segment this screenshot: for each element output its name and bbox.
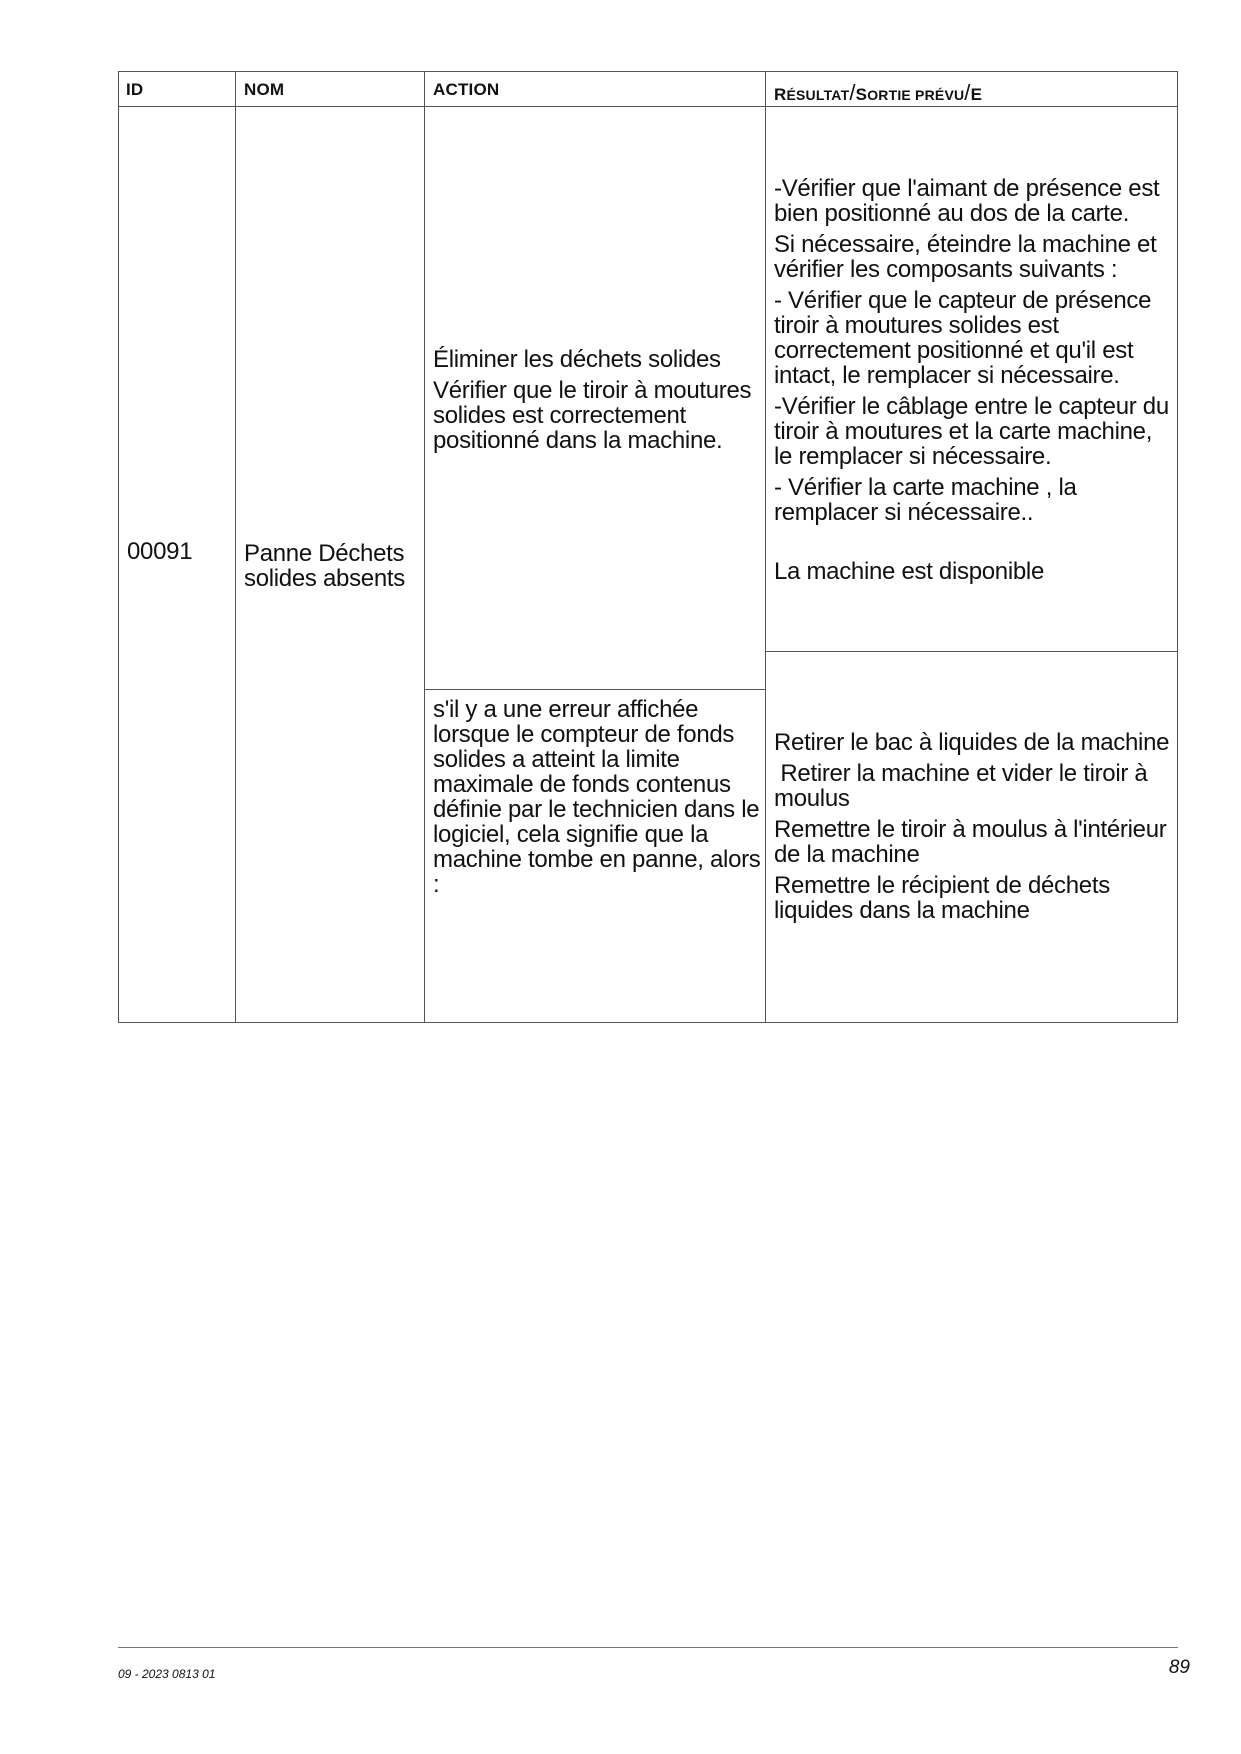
cell-action-1 bbox=[433, 347, 761, 459]
result-1-para-5: - Vérifier la carte machine , la remplacer si nécessaire.. bbox=[774, 474, 1077, 526]
action-1-para-1: Éliminer les déchets solides bbox=[433, 346, 721, 373]
footer-doc-ref: 09 - 2023 0813 01 bbox=[118, 1667, 216, 1681]
cell-result-2 bbox=[774, 730, 1174, 929]
result-row-divider bbox=[765, 651, 1178, 652]
action-1-para-2: Vérifier que le tiroir à moutures solides est correctement positionné dans la machine. bbox=[433, 377, 752, 454]
table-bottom-border bbox=[118, 1022, 1178, 1023]
result-2-para-3: Remettre le tiroir à moulus à l'intérieur de la machine bbox=[774, 816, 1167, 868]
result-1-para-2: Si nécessaire, éteindre la machine et vérifier les composants suivants : bbox=[774, 231, 1157, 283]
header-slash-2: / bbox=[964, 80, 971, 105]
header-resultat-cap1: R bbox=[774, 85, 787, 104]
result-1-status: La machine est disponible bbox=[774, 558, 1045, 585]
header-resultat-cap3: E bbox=[970, 85, 983, 104]
table-right-border bbox=[1177, 71, 1178, 1023]
header-resultat-part2: ORTIE PRÉVU bbox=[867, 87, 965, 103]
header-action: ACTION bbox=[433, 80, 500, 99]
nom-line-2: solides absents bbox=[244, 565, 405, 592]
col-divider-id-nom bbox=[235, 71, 236, 1023]
result-1-para-4: -Vérifier le câblage entre le capteur du tiroir à moutures et la carte machine, le remplacer si nécessaire. bbox=[774, 393, 1169, 470]
nom-line-1: Panne Déchets bbox=[244, 540, 405, 567]
header-resultat-part1: ÉSULTAT bbox=[786, 87, 850, 103]
col-divider-action-result bbox=[765, 71, 766, 1023]
table-left-border bbox=[118, 71, 119, 1023]
header-bottom-border bbox=[118, 106, 1178, 107]
cell-result-1 bbox=[774, 176, 1172, 531]
cell-nom bbox=[244, 541, 419, 591]
action-row-divider bbox=[424, 689, 765, 690]
result-1-para-1: -Vérifier que l'aimant de présence est bien positionné au dos de la carte. bbox=[774, 175, 1160, 227]
header-nom: NOM bbox=[244, 80, 285, 99]
header-slash-1: / bbox=[849, 80, 856, 105]
action-2-para-1: s'il y a une erreur affichée lorsque le compteur de fonds solides a atteint la limite maximale de fonds contenus définie par le technicien dans le logiciel, cela signifie que la machine tombe en panne, alors : bbox=[433, 696, 761, 898]
header-id: ID bbox=[126, 80, 144, 99]
table-top-border bbox=[118, 71, 1178, 72]
result-2-para-1: Retirer le bac à liquides de la machine bbox=[774, 729, 1170, 756]
footer-rule bbox=[118, 1647, 1178, 1648]
col-divider-nom-action bbox=[424, 71, 425, 1023]
footer-page-number: 89 bbox=[1168, 1657, 1190, 1678]
header-resultat-cap2: S bbox=[855, 85, 868, 104]
result-1-para-3: - Vérifier que le capteur de présence tiroir à moutures solides est correctement positionné et qu'il est intact, le remplacer si nécessaire. bbox=[774, 287, 1152, 389]
header-resultat bbox=[774, 80, 982, 106]
result-2-para-2: Retirer la machine et vider le tiroir à moulus bbox=[774, 760, 1154, 812]
cell-id: 00091 bbox=[127, 538, 193, 565]
cell-action-2 bbox=[433, 697, 761, 903]
result-2-para-4: Remettre le récipient de déchets liquides dans la machine bbox=[774, 872, 1110, 924]
